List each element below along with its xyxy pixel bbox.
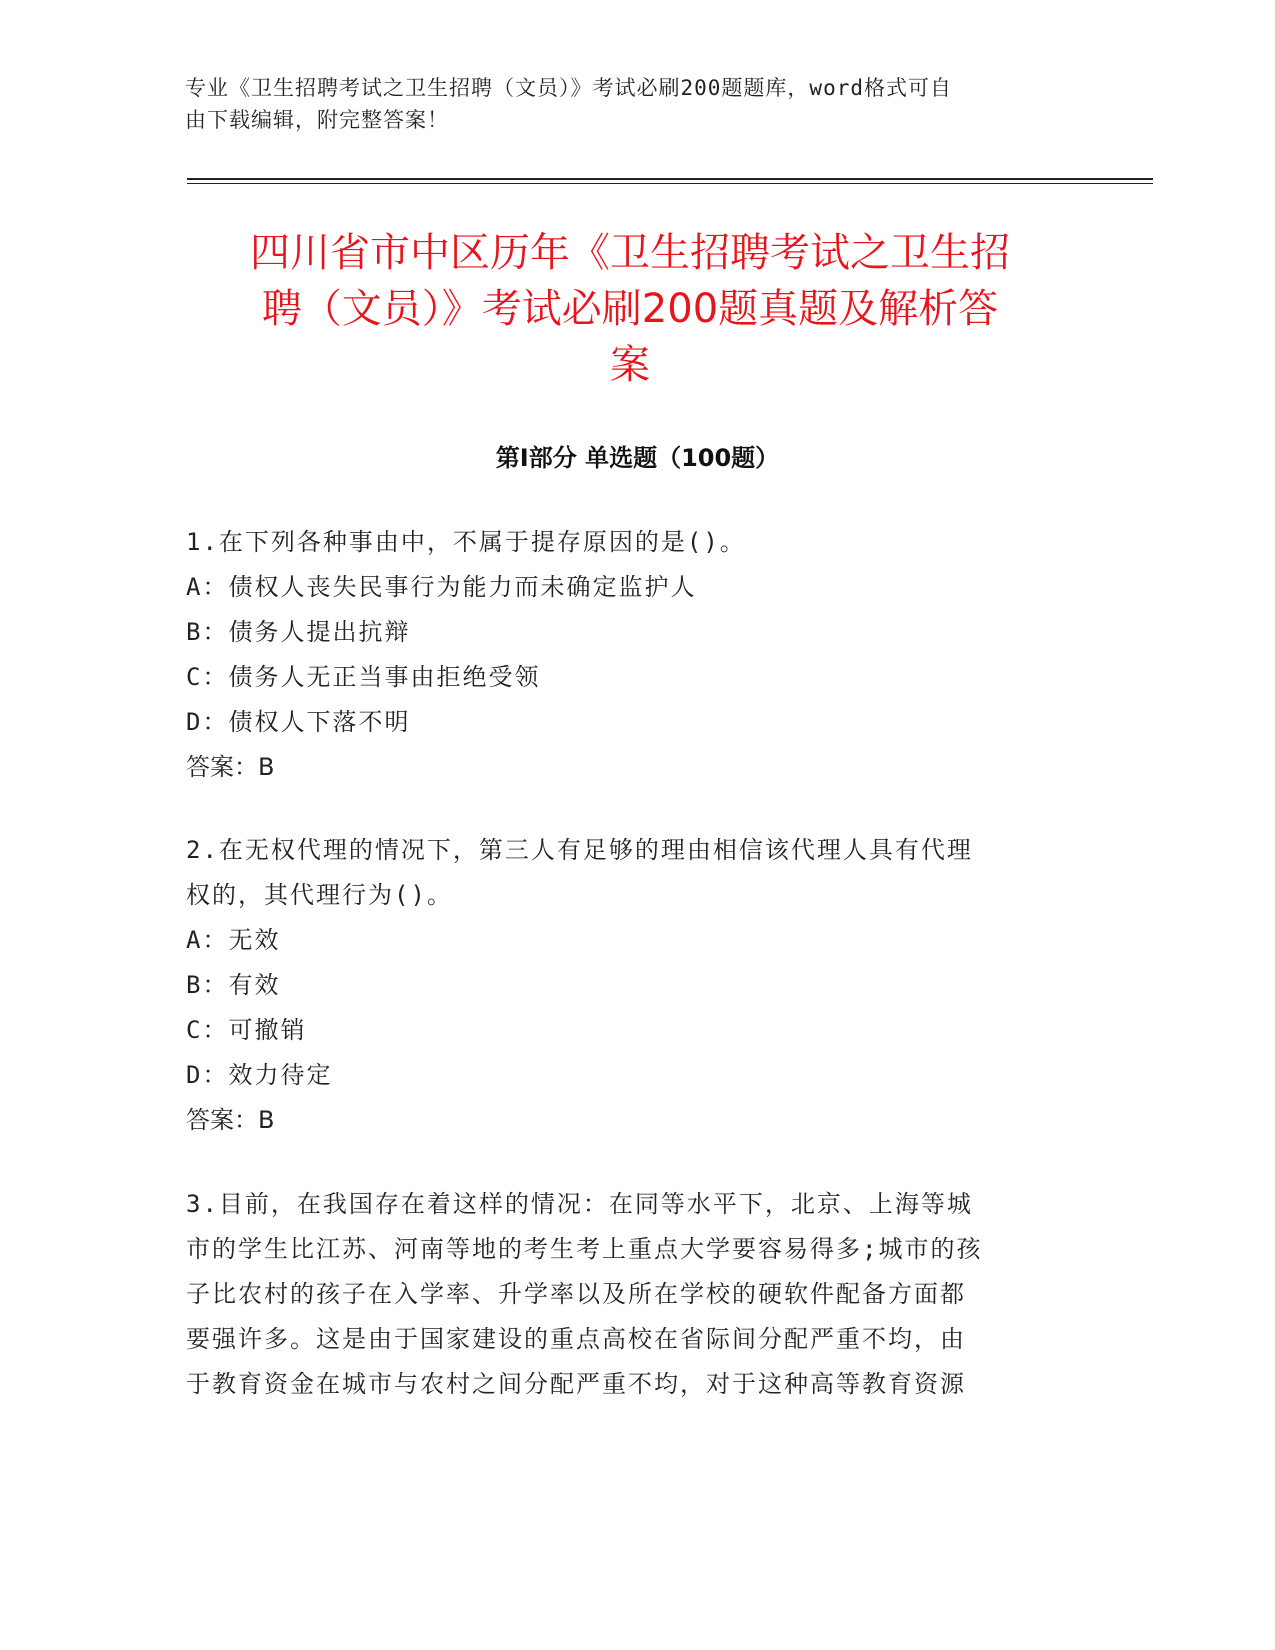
header-note-line: 由下载编辑，附完整答案！ <box>185 108 449 132</box>
answer-label: 答案：B <box>186 1106 275 1134</box>
option-c: C：可撤销 <box>186 1016 307 1044</box>
title-line: 案 <box>610 342 650 388</box>
title-line: 聘（文员）》考试必刷200题真题及解析答 <box>261 286 999 332</box>
document-title <box>180 225 1080 393</box>
question-stem: 子比农村的孩子在入学率、升学率以及所在学校的硬软件配备方面都 <box>186 1280 966 1308</box>
question-3 <box>186 1182 1066 1407</box>
question-stem: 要强许多。这是由于国家建设的重点高校在省际间分配严重不均，由 <box>186 1325 966 1353</box>
option-d: D：债权人下落不明 <box>186 708 411 736</box>
question-stem: 于教育资金在城市与农村之间分配严重不均，对于这种高等教育资源 <box>186 1370 966 1398</box>
header-divider-thick <box>187 178 1153 180</box>
question-stem: 权的，其代理行为()。 <box>186 881 453 909</box>
title-line: 四川省市中区历年《卫生招聘考试之卫生招 <box>250 230 1010 276</box>
option-b: B：债务人提出抗辩 <box>186 618 411 646</box>
option-d: D：效力待定 <box>186 1061 333 1089</box>
section-heading: 第I部分 单选题（100题） <box>495 444 780 472</box>
option-a: A：无效 <box>186 926 281 954</box>
question-stem: 2.在无权代理的情况下，第三人有足够的理由相信该代理人具有代理 <box>186 836 973 864</box>
option-a: A：债权人丧失民事行为能力而未确定监护人 <box>186 573 697 601</box>
question-stem: 市的学生比江苏、河南等地的考生考上重点大学要容易得多;城市的孩 <box>186 1235 983 1263</box>
option-c: C：债务人无正当事由拒绝受领 <box>186 663 541 691</box>
header-note <box>185 72 1055 136</box>
answer-label: 答案：B <box>186 753 275 781</box>
question-stem: 3.目前，在我国存在着这样的情况：在同等水平下，北京、上海等城 <box>186 1190 973 1218</box>
question-2 <box>186 828 1066 1143</box>
question-stem: 1.在下列各种事由中，不属于提存原因的是()。 <box>186 528 746 556</box>
option-b: B：有效 <box>186 971 281 999</box>
header-divider-thin <box>187 183 1153 184</box>
question-1 <box>186 520 1066 790</box>
header-note-line: 专业《卫生招聘考试之卫生招聘（文员）》考试必刷200题题库，word格式可自 <box>185 76 952 100</box>
